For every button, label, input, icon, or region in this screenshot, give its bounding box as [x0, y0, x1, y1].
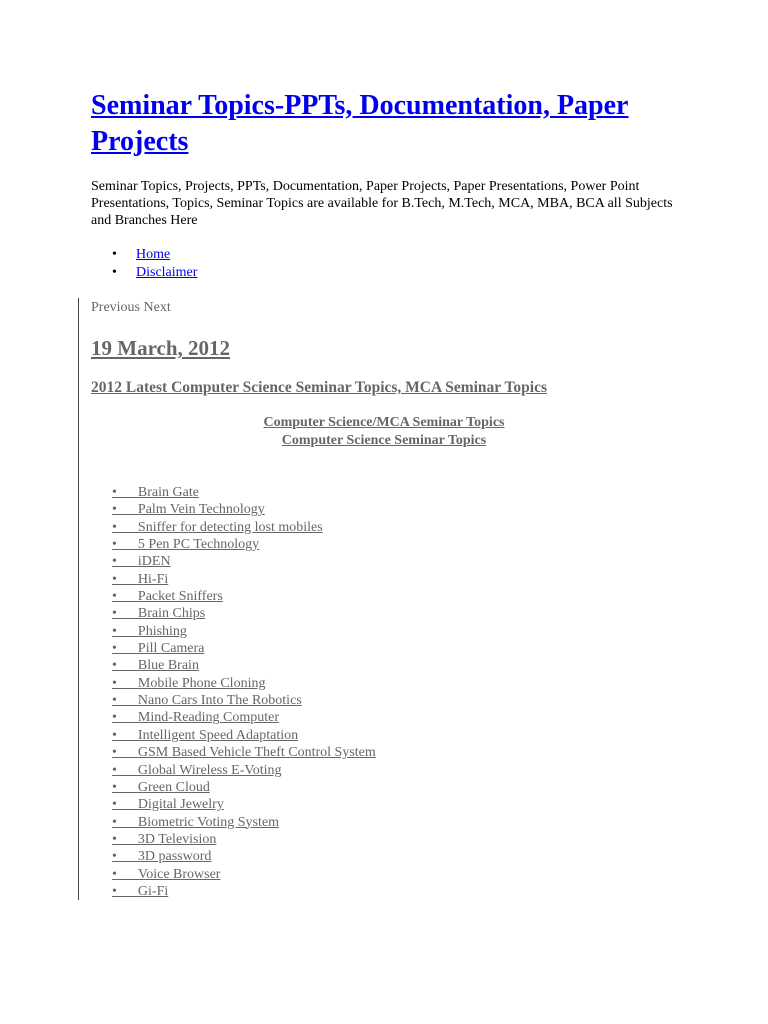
subheading-cs-link[interactable]: Computer Science Seminar Topics	[281, 433, 487, 448]
topic-label: Packet Sniffers	[137, 589, 223, 605]
post-date-heading	[91, 335, 230, 361]
topic-link[interactable]	[112, 485, 199, 500]
bullet-icon: •	[112, 849, 117, 865]
topic-label: Sniffer for detecting lost mobiles	[137, 519, 323, 535]
topic-link[interactable]	[112, 849, 211, 864]
topic-link[interactable]	[112, 745, 376, 760]
bullet-icon: •	[112, 519, 117, 535]
topic-label: Biometric Voting System	[137, 814, 279, 830]
list-item	[112, 814, 376, 831]
bullet-icon: •	[112, 623, 117, 639]
topic-label: Voice Browser	[137, 866, 221, 882]
topic-label: Global Wireless E-Voting	[137, 762, 282, 778]
topic-link[interactable]	[112, 867, 220, 882]
topic-label: Blue Brain	[137, 658, 199, 674]
bullet-icon: •	[112, 502, 117, 518]
nav-menu	[91, 246, 197, 281]
bullet-icon: •	[112, 779, 117, 795]
previous-link[interactable]: Previous	[91, 300, 140, 315]
list-item	[112, 709, 376, 726]
topic-link[interactable]	[112, 884, 168, 899]
bullet-icon: •	[112, 727, 117, 743]
topic-link[interactable]	[112, 832, 216, 847]
list-item	[112, 883, 376, 900]
topic-link[interactable]	[112, 763, 281, 778]
bullet-icon: •	[112, 554, 117, 570]
topic-link[interactable]	[112, 780, 210, 795]
list-item	[112, 588, 376, 605]
nav-item-home	[91, 246, 197, 264]
post-date-link[interactable]: 19 March, 2012	[91, 336, 231, 360]
bullet-icon: •	[112, 762, 117, 778]
topic-link[interactable]	[112, 537, 259, 552]
topic-link[interactable]	[112, 815, 279, 830]
topic-link[interactable]	[112, 520, 323, 535]
subheading-cs-mca	[200, 414, 568, 431]
list-item	[112, 553, 376, 570]
bullet-icon: •	[112, 693, 117, 709]
site-title-link[interactable]: Seminar Topics-PPTs, Documentation, Paper Projects	[91, 90, 629, 157]
bullet-icon: •	[112, 537, 117, 553]
bullet-icon: •	[112, 710, 117, 726]
post-title-link[interactable]: 2012 Latest Computer Science Seminar Topics, MCA Seminar Topics	[91, 379, 547, 396]
topic-link[interactable]	[112, 589, 223, 604]
nav-link-disclaimer[interactable]: Disclaimer	[136, 264, 198, 280]
post-pager	[91, 299, 171, 316]
topic-link[interactable]	[112, 728, 298, 743]
topic-label: 3D password	[137, 849, 212, 865]
topic-label: Pill Camera	[137, 641, 205, 657]
topic-label: Phishing	[137, 623, 187, 639]
topic-label: Intelligent Speed Adaptation	[137, 727, 299, 743]
list-item	[112, 692, 376, 709]
topic-link[interactable]	[112, 554, 171, 569]
content-divider	[78, 298, 79, 900]
bullet-icon: •	[112, 797, 117, 813]
list-item	[112, 727, 376, 744]
topic-label: iDEN	[137, 554, 171, 570]
list-item	[112, 744, 376, 761]
topic-list	[112, 484, 376, 900]
site-description: Seminar Topics, Projects, PPTs, Documentation, Paper Projects, Paper Presentations, Power Point Presentations, Topics, Seminar Topics are available for B.Tech, M.Tech, MCA, MBA, BCA all Subjects and Branches Here	[91, 179, 673, 228]
bullet-icon: •	[112, 641, 117, 657]
list-item	[112, 779, 376, 796]
topic-label: Digital Jewelry	[137, 797, 224, 813]
topic-label: Gi-Fi	[137, 883, 169, 899]
list-item	[112, 640, 376, 657]
site-title	[91, 88, 731, 160]
topic-label: Brain Chips	[137, 606, 206, 622]
list-item	[112, 501, 376, 518]
bullet-icon: •	[112, 589, 117, 605]
bullet-icon: •	[112, 606, 117, 622]
list-item	[112, 796, 376, 813]
list-item	[112, 536, 376, 553]
bullet-icon: •	[112, 264, 117, 280]
list-item	[112, 831, 376, 848]
bullet-icon: •	[112, 745, 117, 761]
topic-link[interactable]	[112, 710, 279, 725]
topic-label: Nano Cars Into The Robotics	[137, 693, 302, 709]
topic-link[interactable]	[112, 624, 187, 639]
topic-label: Mind-Reading Computer	[137, 710, 280, 726]
topic-label: Palm Vein Technology	[137, 502, 265, 518]
list-item	[112, 848, 376, 865]
list-item	[112, 605, 376, 622]
bullet-icon: •	[112, 814, 117, 830]
bullet-icon: •	[112, 485, 117, 500]
topic-link[interactable]	[112, 658, 199, 673]
topic-link[interactable]	[112, 693, 302, 708]
topic-link[interactable]	[112, 676, 265, 691]
topic-link[interactable]	[112, 606, 205, 621]
bullet-icon: •	[112, 866, 117, 882]
topic-link[interactable]	[112, 797, 224, 812]
topic-label: Mobile Phone Cloning	[137, 675, 266, 691]
bullet-icon: •	[112, 675, 117, 691]
subheading-cs-mca-link[interactable]: Computer Science/MCA Seminar Topics	[263, 415, 505, 430]
post-title	[91, 378, 547, 397]
topic-label: Green Cloud	[137, 779, 210, 795]
topic-label: Hi-Fi	[137, 571, 169, 587]
bullet-icon: •	[112, 831, 117, 847]
topic-link[interactable]	[112, 641, 204, 656]
topic-label: 5 Pen PC Technology	[137, 537, 260, 553]
topic-label: Brain Gate	[137, 485, 199, 500]
topic-link[interactable]	[112, 502, 265, 517]
bullet-icon: •	[112, 571, 117, 587]
topic-link[interactable]	[112, 572, 168, 587]
nav-item-disclaimer	[91, 264, 197, 282]
nav-link-home[interactable]: Home	[136, 247, 171, 262]
list-item	[112, 571, 376, 588]
topic-label: 3D Television	[137, 831, 217, 847]
list-item	[112, 519, 376, 536]
topic-label: GSM Based Vehicle Theft Control System	[137, 745, 376, 761]
list-item	[112, 657, 376, 674]
next-link[interactable]: Next	[143, 300, 171, 315]
bullet-icon: •	[112, 247, 117, 262]
bullet-icon: •	[112, 883, 117, 899]
subheading-cs	[200, 432, 568, 449]
list-item	[112, 762, 376, 779]
list-item	[112, 484, 376, 501]
list-item	[112, 623, 376, 640]
bullet-icon: •	[112, 658, 117, 674]
list-item	[112, 866, 376, 883]
list-item	[112, 675, 376, 692]
